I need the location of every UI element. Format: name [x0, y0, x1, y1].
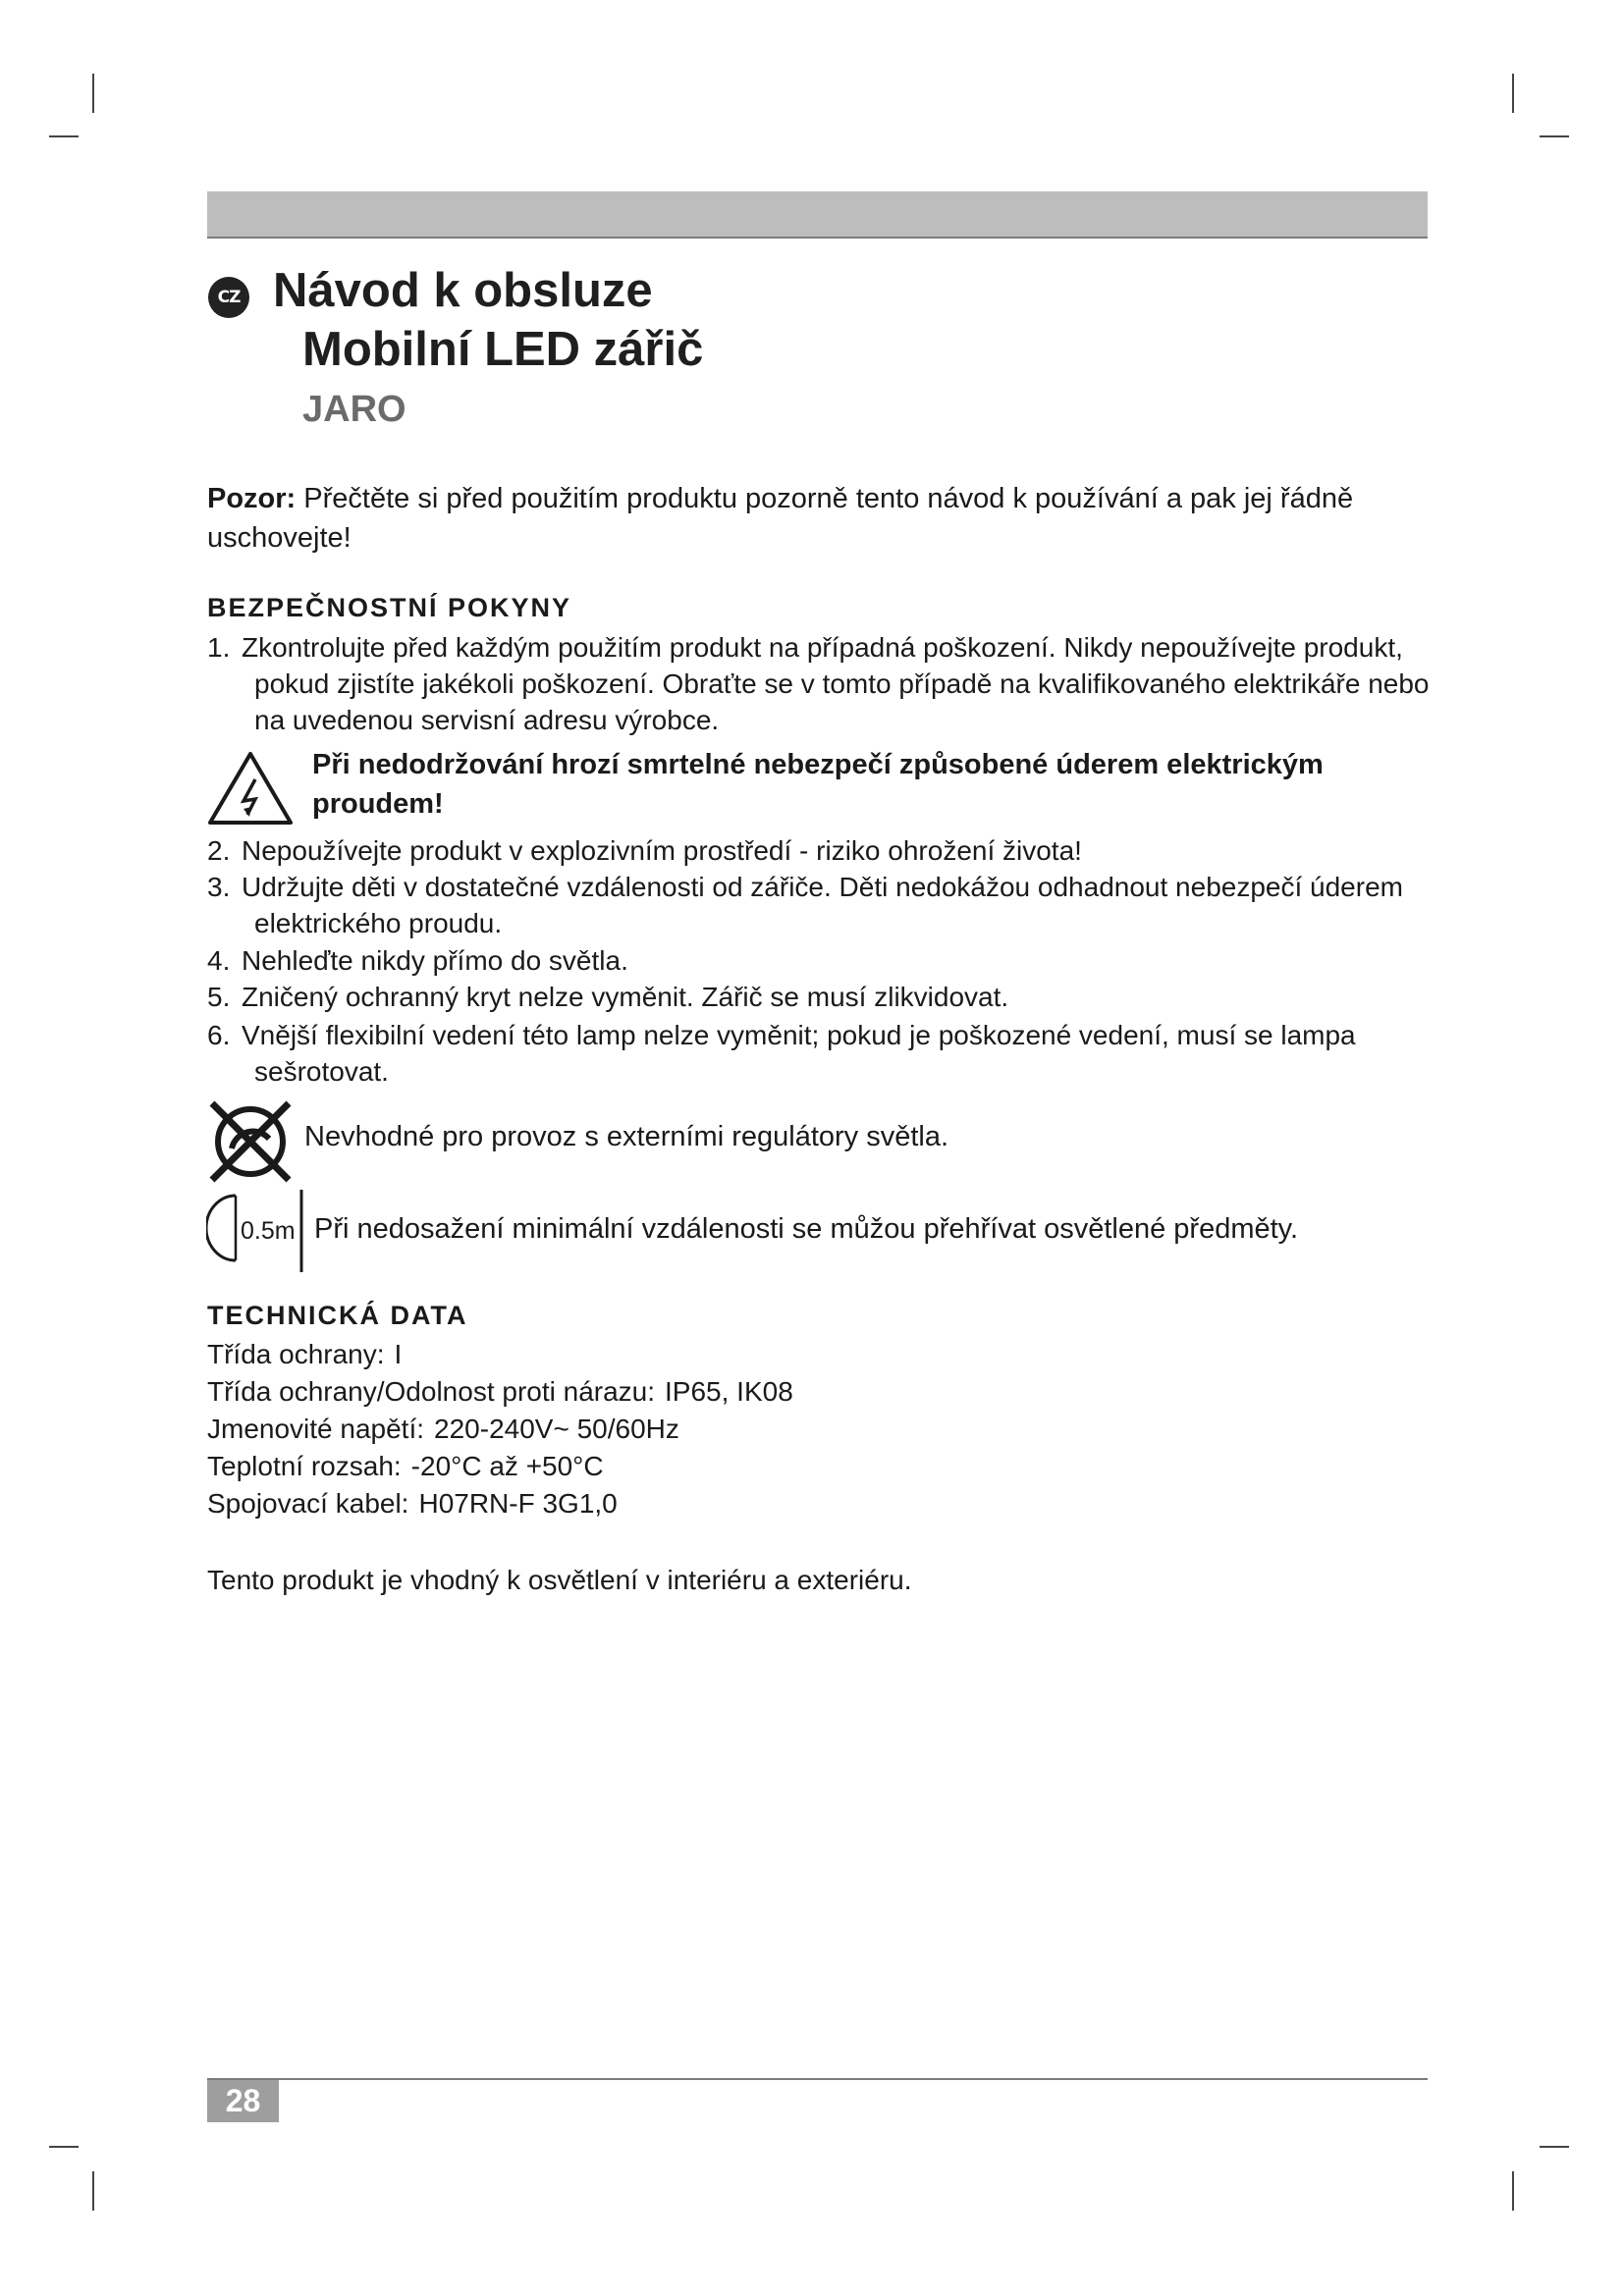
safety-item: [207, 869, 1430, 941]
item-number: 3.: [207, 872, 231, 902]
item-text: Nehleďte nikdy přímo do světla.: [242, 945, 628, 976]
usage-note: Tento produkt je vhodný k osvětlení v interiéru a exteriéru.: [207, 1565, 912, 1595]
spec-label: Teplotní rozsah:: [207, 1451, 402, 1481]
no-dimmer-icon: [206, 1097, 295, 1186]
crop-mark: [1512, 74, 1514, 113]
item-number: 5.: [207, 982, 231, 1012]
crop-mark: [1540, 2146, 1569, 2148]
model-name: JARO: [302, 389, 406, 430]
item-text: Zničený ochranný kryt nelze vyměnit. Zářič se musí zlikvidovat.: [242, 982, 1009, 1012]
crop-mark: [1540, 135, 1569, 137]
spec-label: Jmenovité napětí:: [207, 1414, 425, 1444]
spec-label: Spojovací kabel:: [207, 1488, 409, 1519]
attention-text: Přečtěte si před použitím produktu pozorně tento návod k používání a pak jej řádně uschovejte!: [207, 483, 1354, 554]
item-number: 2.: [207, 835, 231, 866]
safety-item: [207, 1017, 1430, 1090]
crop-mark: [49, 2146, 79, 2148]
spec-value: IP65, IK08: [665, 1376, 793, 1407]
dimmer-note: Nevhodné pro provoz s externími regulátory světla.: [304, 1121, 949, 1152]
spec-value: -20°C až +50°C: [410, 1451, 604, 1481]
safety-item: [207, 942, 1430, 979]
spec-row: [207, 1488, 618, 1520]
tech-heading: TECHNICKÁ DATA: [207, 1301, 468, 1330]
item-number: 4.: [207, 945, 231, 976]
shock-warning-text: Při nedodržování hrozí smrtelné nebezpečí způsobené úderem elektrickým proudem!: [312, 749, 1324, 820]
spec-value: 220-240V~ 50/60Hz: [434, 1414, 679, 1444]
electric-shock-warning-icon: [206, 750, 295, 827]
product-name: Mobilní LED zářič: [302, 323, 704, 376]
item-number: 1.: [207, 632, 231, 663]
attention-label: Pozor:: [207, 483, 297, 514]
spec-row: [207, 1339, 402, 1370]
safety-heading: BEZPEČNOSTNÍ POKYNY: [207, 593, 572, 622]
crop-mark: [1512, 2171, 1514, 2211]
spec-label: Třída ochrany:: [207, 1339, 385, 1369]
item-text: Vnější flexibilní vedení této lamp nelze vyměnit; pokud je poškozené vedení, musí se lampa sešrotovat.: [242, 1020, 1356, 1087]
spec-value: H07RN-F 3G1,0: [418, 1488, 618, 1519]
crop-mark: [49, 135, 79, 137]
spec-label: Třída ochrany/Odolnost proti nárazu:: [207, 1376, 656, 1407]
distance-note: Při nedosažení minimální vzdálenosti se můžou přehřívat osvětlené předměty.: [314, 1213, 1299, 1245]
item-number: 6.: [207, 1020, 231, 1050]
crop-mark: [92, 2171, 94, 2211]
attention-note: [207, 479, 1425, 558]
spec-row: [207, 1451, 604, 1482]
language-badge: CZ: [208, 277, 249, 318]
item-text: Zkontrolujte před každým použitím produkt na případná poškození. Nikdy nepoužívejte produkt, pokud zjistíte jakékoli poškození. Obraťte se v tomto případě na kvalifikovaného elektrikáře nebo na uvedenou servisní adresu výrobce.: [242, 632, 1430, 735]
safety-item: [207, 979, 1430, 1015]
item-text: Nepoužívejte produkt v explozivním prostředí - riziko ohrožení života!: [242, 835, 1082, 866]
spec-row: [207, 1414, 679, 1445]
distance-label: 0.5m: [241, 1217, 296, 1245]
spec-row: [207, 1376, 793, 1408]
minimum-distance-icon: [206, 1190, 304, 1272]
page-title: Návod k obsluze: [273, 264, 653, 317]
safety-item: [207, 832, 1430, 869]
item-text: Udržujte děti v dostatečné vzdálenosti od zářiče. Děti nedokážou odhadnout nebezpečí úderem elektrického proudu.: [242, 872, 1403, 938]
spec-value: I: [394, 1339, 403, 1369]
page-number: 28: [207, 2080, 279, 2122]
footer-divider: [207, 2078, 1428, 2080]
safety-item: [207, 629, 1430, 738]
header-bar: [207, 191, 1428, 239]
crop-mark: [92, 74, 94, 113]
